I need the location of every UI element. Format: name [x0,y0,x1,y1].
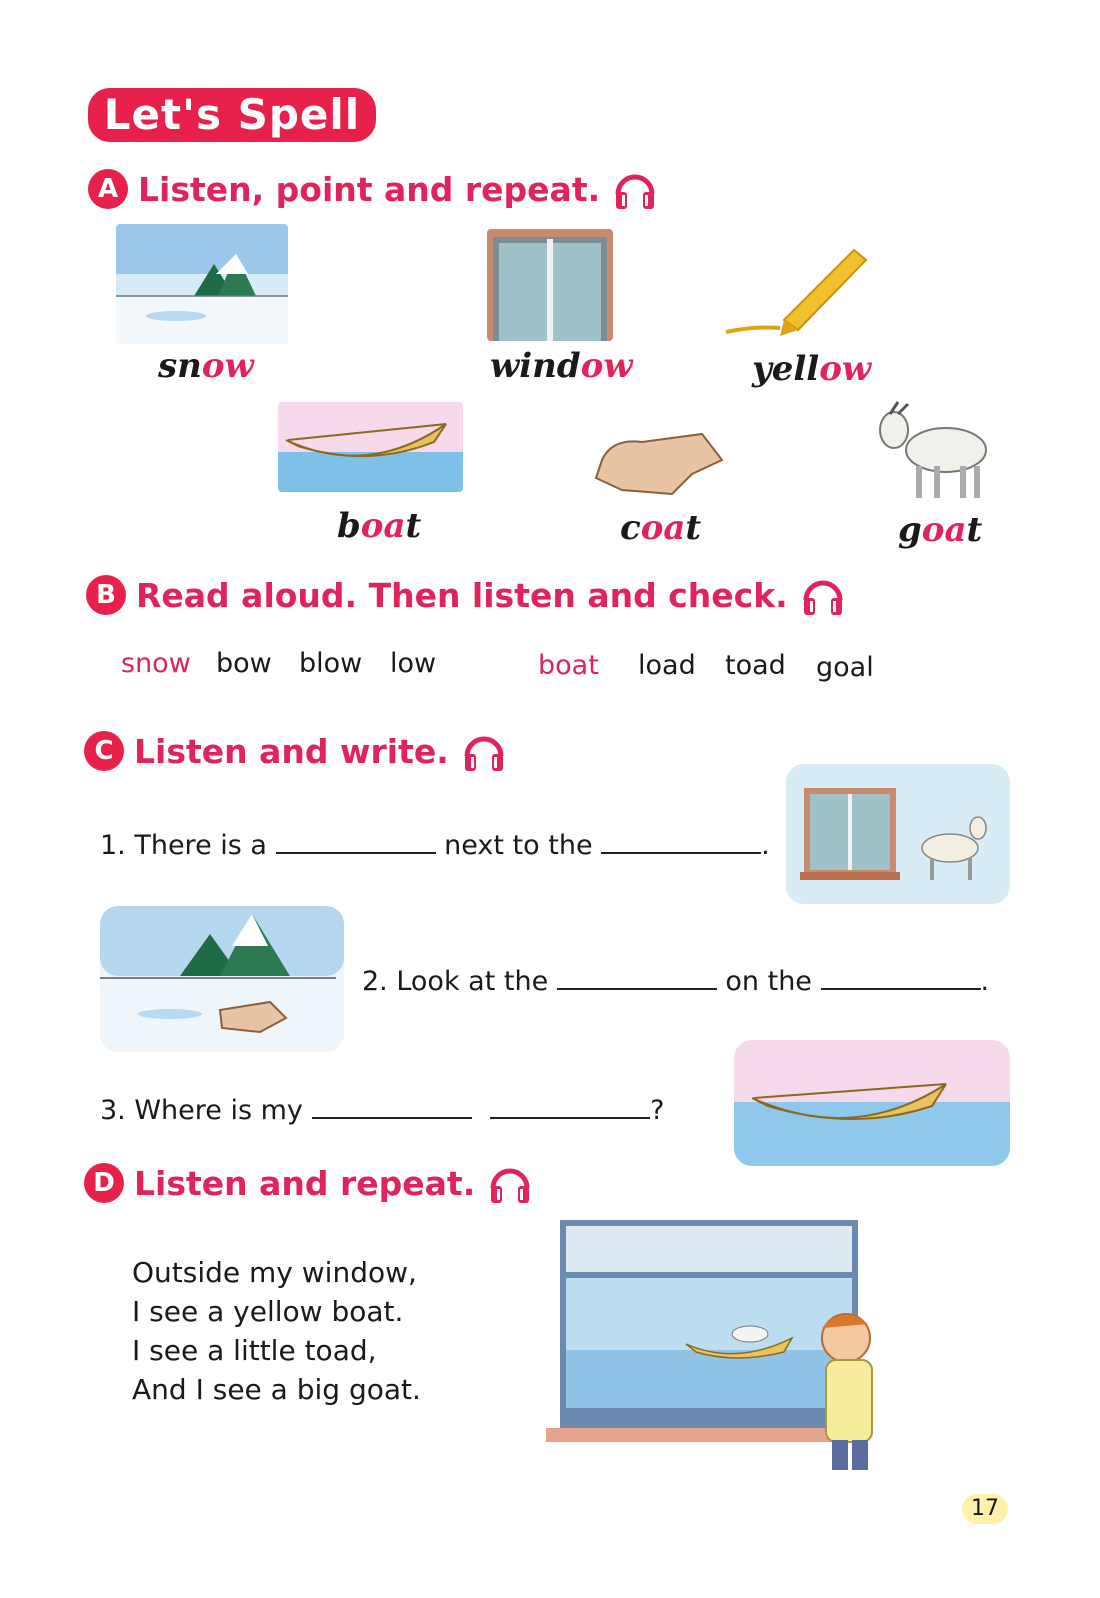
section-b-badge: B [86,575,126,615]
section-c-badge: C [84,731,124,771]
section-a-heading [88,166,658,212]
blank-2a[interactable] [557,964,717,990]
section-a-badge: A [88,169,128,209]
word-snow: snow [158,346,254,386]
page-number: 17 [962,1494,1008,1524]
sentence-3: 3. Where is my ? [100,1095,665,1126]
headphones-icon[interactable] [612,166,658,212]
word-yellow: yellow [752,349,872,389]
window-boy-picture [546,1220,896,1472]
word-b1-2: bow [216,648,272,679]
section-b-title: Read aloud. Then listen and check. [136,575,788,615]
blank-2b[interactable] [821,964,981,990]
page-title: Let's Spell [88,88,376,142]
snow-coat-picture [100,906,344,1052]
poem-line: Outside my window, [132,1256,417,1289]
poem-line: I see a yellow boat. [132,1295,404,1328]
word-coat: coat [620,508,702,548]
blank-1a[interactable] [276,828,436,854]
coat-picture [592,430,727,498]
section-d-heading [84,1160,533,1206]
section-d-badge: D [84,1163,124,1203]
sentence-2: 2. Look at the on the . [362,966,990,997]
word-b1-3: blow [299,648,363,679]
word-b1-1: snow [121,648,191,679]
word-boat: boat [337,506,422,546]
section-c-heading [84,728,507,774]
sentence-1: 1. There is a next to the . [100,830,770,861]
blank-3a[interactable] [312,1093,472,1119]
word-b1-4: low [390,648,437,679]
yellow-crayon-picture [724,240,869,340]
section-d-title: Listen and repeat. [134,1163,476,1203]
goat-picture [872,400,997,505]
poem-line: I see a little toad, [132,1334,377,1367]
window-picture [487,229,613,341]
word-window: window [490,346,633,386]
word-goat: goat [898,510,983,550]
headphones-icon[interactable] [461,728,507,774]
snow-picture [116,224,288,344]
section-c-title: Listen and write. [134,731,449,771]
word-b2-1: boat [538,650,599,681]
boat-picture [278,402,463,492]
section-a-title: Listen, point and repeat. [138,169,601,209]
headphones-icon[interactable] [800,572,846,618]
word-b2-4: goal [816,652,874,683]
blank-1b[interactable] [601,828,761,854]
poem [132,1253,421,1409]
yellow-boat-picture [734,1040,1010,1166]
window-goat-picture [786,764,1010,904]
word-b2-2: load [638,650,696,681]
poem-line: And I see a big goat. [132,1373,421,1406]
headphones-icon[interactable] [487,1160,533,1206]
word-b2-3: toad [725,650,786,681]
section-b-heading [86,572,846,618]
blank-3b[interactable] [490,1093,650,1119]
